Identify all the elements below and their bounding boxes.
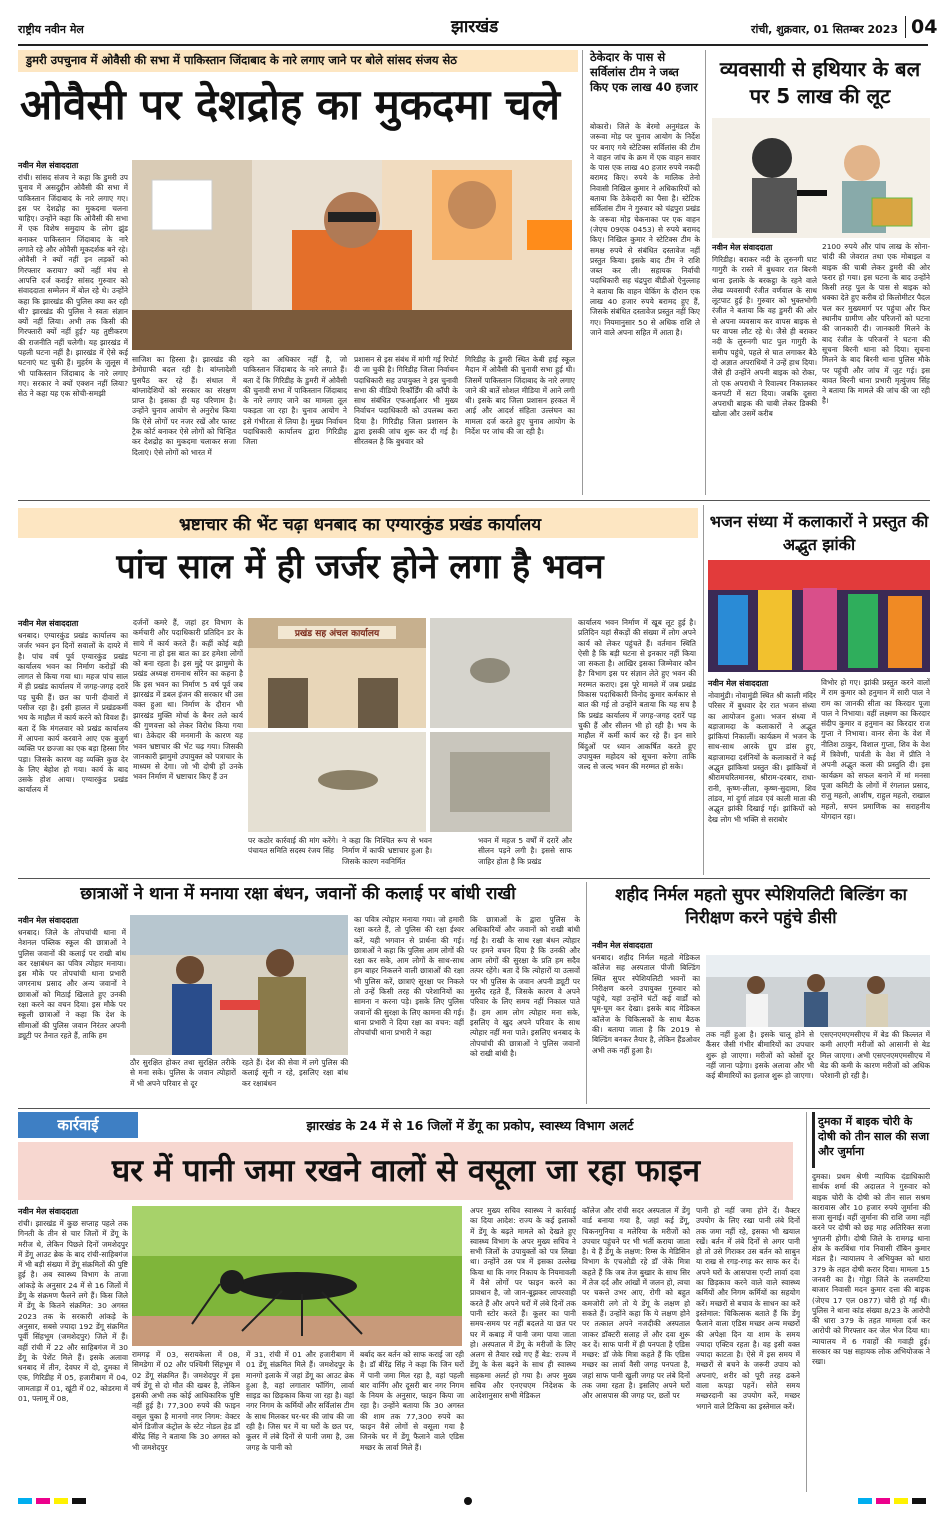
column-divider [705, 50, 706, 495]
story1-byline: नवीन मेल संवाददाता [18, 161, 79, 170]
print-registration-bar [18, 1496, 930, 1506]
story6-photo-raksha-bandhan [130, 915, 348, 1055]
story6-text-3: का पवित्र त्योहार मनाया गया। जो हमारी रक्षा करते हैं, तो पुलिस की रक्षा ईश्वर करें, यही भगवान से प्रार्थना की गई। छात्राओं ने कहा कि पुलिस आम लोगों की रक्षा कर सके, आम लोगों के साथ-साथ हम बाहर निकलने वाली छात्राओं की रक्षा भी पुलिस करें, छात्राएं सुरक्षा पर निकले तो उन्हें किसी तरह की परेशानियों का सामना न करना पड़े। इसके लिए पुलिस जवानों की सुरक्षा के लिए कामना की गई। थाना प्रभारी ने दिया रक्षा का वचन: वहीं तोपचांची थाना प्रभारी ने कहा [354, 915, 464, 1038]
story8-kicker: झारखंड के 24 में से 16 जिलों में डेंगू का प्रकोप, स्वास्थ्य विभाग अलर्ट [306, 1118, 634, 1133]
building-signboard: प्रखंड सह अंचल कार्यालय [278, 626, 396, 639]
column-divider [582, 50, 583, 495]
story3-headline: व्यवसायी से हथियार के बल पर 5 लाख की लूट [719, 57, 921, 108]
story3-illustration-robbery [712, 118, 930, 238]
story8-text-6: कॉलेज और रांची सदर अस्पताल में डेंगू वार्ड बनाया गया है, जहां कई डेंगू, चिकनगुनिया व मलेरिया के मरीजों को उपचार पहुंचने पर भी भर्ती कराया जाता है। ये हैं डेंगू के लक्षण: रिम्स के मेडिसिन विभाग के एचओडी रहे डॉ जेके मित्रा कहते हैं कि जब तेज बुखार के साथ सिर में तेज दर्द और आंखों में जलन हो, त्वचा पर चकत्ते उभर आए, रोगी को बहुत कमजोरी लगे तो ये डेंगू के लक्षण हो सकते हैं। उन्होंने कहा कि ये लक्षण होने पर तत्काल अपने नजदीकी अस्पताल जाकर डॉक्टरी सलाह लें और दवा शुरू कर दें। साफ पानी में ही पनपता है एडिस मच्छर: डॉ जेके मित्रा कहते हैं कि एडिस मच्छर का लार्वा वैसी जगह पनपता है, जहां साफ पानी खुली जगह पर लंबे दिनों तक जमा रहता है। इसलिए अपने घरों और आसपास की जगह पर, छतों पर [582, 1206, 690, 1401]
story1-text-5: गिरिडीह के डुमरी स्थित केबी हाई स्कूल मैदान में ओवैसी की चुनावी सभा हुई थी। जिसमें पाकिस्तान जिंदाबाद के नारे लगाए जाने की बातें सोशल मीडिया में आने लगी थी। इसके बाद जिला प्रशासन हरकत में आई और आदर्श संहिता उल्लंघन का मामला दर्ज करते हुए चुनाव आयोग के निर्देश पर जांच की जा रही है। [465, 355, 575, 437]
section-divider [18, 1108, 930, 1109]
story2-text: बोकारो। जिले के बेरमो अनुमंडल के जरूवा मोड़ पर चुनाव आयोग के निर्देश पर बनाए गये स्टेटिक्स सर्विलांस की टीम ने वाहन जांच के क्रम में एक वाहन सवार के पास एक लाख 40 हजार रुपये नकदी बरामद किए। रुपये के मालिक तेनो निवासी निखिल कुमार ने अधिकारियों को बताया कि ठेकेदारी का पैसा है। स्टेटिक सर्विलांस टीम ने गुरुवार को चंद्रपुरा प्रखंड के जरूवा मोड़ चेकनाका पर एक वाहन (जेएच 09एक 0453) से रुपये बरामद किए। निखिल कुमार ने स्टेटिक्स टीम के समक्ष रुपये से संबंधित दस्तावेज नहीं प्रस्तुत किया। इसके बाद टीम ने राशि जब्त कर ली। सहायक निर्वाची पदाधिकारी सह चंद्रपुरा बीडीओ ऐनुल्लाह ने बताया कि वाहन चेकिंग के दौरान एक लाख 40 हजार रुपये बरामद हुए हैं, जिसके संबंधित दस्तावेज प्रस्तुत नहीं किए गए। नियमानुसार 50 से अधिक राशि ले जाने वाले अपना सहित में आता है। [590, 122, 700, 337]
story6-text-2b: रहते हैं। देश की सेवा में लगे पुलिस की कलाई सूनी न रहे, इसलिए रक्षा बांध कर रक्षाबंधन [242, 1058, 348, 1088]
story7-text-2: तक नहीं हुआ है। इसके चालू होने से कैंसर जैसी गंभीर बीमारियों का उपचार शुरू हो जाएगा। मरीजों को कोसों दूर नहीं जाना पड़ेगा। इसके अलावा और भी कई बीमारियों का इलाज शुरू हो जाएगा। [706, 1030, 814, 1081]
column-divider [586, 882, 587, 1104]
story4-text-5: भवन में महज 5 वर्षों में दरारें और सीलन पड़ने लगी है। इससे साफ जाहिर होता है कि प्रखंड [478, 836, 572, 866]
section-divider [18, 878, 930, 879]
story4-text-2: दर्जनों कमरे हैं, जहां हर विभाग के कर्मचारी और पदाधिकारी प्रतिदिन डर के साये में कार्य करते हैं। कहीं कोई बड़ी घटना ना हो इस बात का डर हमेशा लोगों को बना रहता है। इस मुद्दे पर झामुमो के प्रखंड अध्यक्ष रामनाथ सोरेन का कहना है कि इस भवन का निर्माण 5 वर्ष पूर्व जब झारखंड में डबल इंजन की सरकार थी उस वक्त हुआ था। निर्माण के दौरान भी झारखंड मुक्ति मोर्चा के बैनर तले कार्य की गुणवत्ता को लेकर विरोध किया गया था। ठेकेदार की मनमानी के कारण यह भवन भ्रष्टाचार की भेंट चढ़ गया। जिसकी जानकारी झामुमो उपायुक्त को पत्राचार के माध्यम से देगा। जो भी दोषी हों उनके भवन निर्माण में भ्रष्टाचार किए हैं उन [133, 618, 243, 782]
story9-text: दुमका। प्रथम श्रेणी न्यायिक दंडाधिकारी सार्थक शर्मा की अदालत ने गुरुवार को बाइक चोरी के दोषी को तीन साल सश्रम कारावास और 10 हजार रुपये जुर्माना की सजा सुनाई। वहीं जुर्माना की राशि जमा नहीं करने पर दोषी को छह माह अतिरिक्त सजा भुगतनी होगी। दोषी जिले के रामगढ़ थाना क्षेत्र के करबिंधा गांव निवासी रॉबिन कुमार मंडल है। न्यायालय ने अभियुक्त को धारा 379 के तहत दोषी करार दिया। मामला 15 जनवरी का है। गोड्डा जिले के ललमटिया बाजार निवासी मदन कुमार दत्ता की बाइक (जेएच 17 एल 0877) चोरी हो गई थी। पुलिस ने थाना कांड संख्या 8/23 के आरोपी की धारा 379 के तहत मामला दर्ज कर आरोपी को गिरफ्तार कर जेल भेज दिया था। न्यायालय में 6 गवाहों की गवाही हुई। सरकार का पक्ष सहायक लोक अभियोजक ने रखा। [812, 1172, 930, 1367]
story5-text-1: नोवामुंडी। नोवामुंडी स्थित श्री काली मंदिर परिसर में बुधवार देर रात भजन संध्या का आयोजन हुआ। भजन संध्या में बड़ाजामदा के कलाकारों ने अद्भुत झांकियां निकालीं। कार्यक्रम में भजन के साथ-साथ आरके ग्रुप डांस हुए, बड़ाजामदा दर्शनियों के कलाकारों ने कई अद्भुत झांकियां प्रस्तुत की। झांकियों में श्रीरामचरितमानस, श्रीराम-दरबार, राधा-रानी, कृष्ण-लीला, कृष्ण-सुदामा, शिव तांडव, मां दुर्गा तांडव एवं काली माता की अद्भुत झांकी दिखाई गई। झांकियों को देख लोग भी भक्ति से सराबोर [708, 691, 816, 824]
issue-date: रांची, शुक्रवार, 01 सितम्बर 2023 [751, 23, 899, 36]
story7-byline: नवीन मेल संवाददाता [592, 941, 653, 950]
story6-text-1: धनबाद। जिले के तोपचांची थाना में नेशनल पब्लिक स्कूल की छात्राओं ने पुलिस जवानों की कलाई पर राखी बांध कर रक्षाबंधन का पवित्र त्योहार मनाया। इस मौके पर तोपचांची थाना प्रभारी जगरनाथ प्रसाद और अन्य जवानों ने छात्राओं को मिठाई खिलाते हुए उनकी रक्षा करने का वचन दिया। इस मौके पर स्कूली छात्राओं ने कहा कि देश के सीमाओं की पुलिस जवान निरंतर अपनी ड्यूटी पर तैनात रहते हैं, ताकि हम [18, 928, 126, 1040]
story3-text-1: गिरिडीह। बराकर नदी के लुरुनगी घाट गागुरी के रास्ते में बुधवार रात बिरनी थाना इलाके के बरकट्ठा के रहने वाले लेख व्यवसायी रंजीत वर्णवाल के साथ लूटपाट हुई है। गुरुवार को भुक्तभोगी रंजीत ने बताया कि वह डुमरी की ओर से अपना व्यवसाय कर वापस बाइक से घर वापस लौट रहे थे। जैसे ही बराकर नदी के लुरुनगी घाट पुल गागुरी के समीप पहुंचे, पहले से घात लगाकर बैठे दो अज्ञात अपराधियों ने उन्हें हाथ दिया। जैसे ही उन्होंने अपनी बाइक को रोका, तो एक अपराधी ने रिवाल्वर निकालकर कनपटी में सटा दिया। जबकि दूसरा अपराधी बाइक की चाबी लेकर डिक्की खोला और उसमें करीब [712, 255, 817, 419]
story1-text-2: साजिश का हिस्सा है। झारखंड की डेमोग्राफी बदल रही है। बांग्लादेशी घुसपैठ कर रहे हैं। संथाल में बांग्लादेशियों को सरकार का संरक्षण प्राप्त है। इसका ही यह परिणाम है। उन्होंने चुनाव आयोग से अनुरोध किया कि ऐसे लोगों पर नजर रखें और फास्ट ट्रैक कोर्ट बनाकर ऐसे लोगों को चिन्हित कर देशद्रोह का मुकदमा चलाकर सजा दिलाएं। ऐसे लोगों को भारत में [132, 355, 236, 457]
story5-photo-tableau [708, 560, 930, 672]
story7-col1 [592, 940, 700, 1100]
story3-text-2: 2100 रुपये और पांच लाख के सोना-चांदी की जेवरात तथा एक मोबाइल व बाइक की चाबी लेकर डुमरी की ओर फरार हो गया। इस घटना के बाद उन्होंने किसी तरह पुल के पास से बाइक को धक्का देते हुए करीब दो किलोमीटर पैदल चल कर मुख्यमार्ग पर पहुंचा और फिर स्थानीय ग्रामीण और परिजनों को घटना की जानकारी दी। जानकारी मिलने के बाद रंजीत के परिजनों ने घटना की सूचना बिरनी थाना को दिया। सूचना मिलने के बाद बिरनी थाना पुलिस मौके पर पहुंची और जांच में जुट गई। इस बावत बिरनी थाना प्रभारी मृत्युंजय सिंह ने बताया कि मामले की जांच की जा रही है। [822, 242, 930, 406]
story5-byline: नवीन मेल संवाददाता [708, 679, 769, 688]
story6-text-4: कि छात्राओं के द्वारा पुलिस के अधिकारियों और जवानों को राखी बांधी गई है। राखी के साथ रक्षा बंधन त्योहार पर हमने वचन दिया है कि उनकी और आम लोगों की सुरक्षा के प्रति हम सदैव तत्पर रहेंगे। बता दें कि त्योहारों या उत्सवों पर भी पुलिस के जवान अपनी ड्यूटी पर मुस्तैद रहते हैं, जिसके कारण वे अपने परिवार के लिए समय नहीं निकाल पाते हैं। हम आम लोग त्योहार मना सके, इसलिए वे खुद अपने परिवार के साथ त्योहार नहीं मना पाते। इसलिए धनबाद के तोपचांची की छात्राओं ने पुलिस जवानों को राखी बांधी है। [470, 915, 580, 1058]
newspaper-logo: राष्ट्रीय नवीन मेल [18, 23, 84, 36]
story7-text-1: धनबाद। शहीद निर्मल महतो मेडिकल कॉलेज सह अस्पताल पीजी बिल्डिंग स्थित सुपर स्पेशियलिटी भवनों का निरीक्षण करने उपायुक्त गुरुवार को पहुंचे, यहां उन्होंने घंटों कई वार्डों को घूम-घूम कर देखा। इसके बाद मेडिकल कॉलेज के चिकित्सकों के साथ बैठक की। बताया जाता है कि 2019 से बिल्डिंग बनकर तैयार है, लेकिन हैंडओवर अभी तक नहीं हुआ है। [592, 953, 700, 1055]
story1-photo-press-conference [132, 160, 572, 350]
story4-byline: नवीन मेल संवाददाता [18, 619, 79, 628]
story3-col1 [712, 242, 817, 494]
story2-headline: ठेकेदार के पास से सर्विलांस टीम ने जब्त किए एक लाख 40 हजार [590, 50, 698, 94]
story8-photo-mosquito [132, 1206, 462, 1346]
story4-photo-damaged-ceiling [248, 732, 426, 832]
story8-text-3: में 31, रांची में 01 और हजारीबाग में 01 डेंगू संक्रमित मिले हैं। जमशेदपुर के मानगो इलाके में जहां डेंगू का आउट ब्रेक हुआ है, वहां लगातार फॉगिंग, लार्वा साइड का छिड़काव किया जा रहा है। वहां नगर निगम के कर्मियों और सर्विलांस टीम के साथ मिलकर घर-घर की जांच की जा रही है। जिस घर में या घरों के छत पर, कूलर में लंबे दिनों से पानी जमा है, उस जगह के पानी को [246, 1350, 354, 1452]
story7-photo-dc-inspection [706, 955, 930, 1027]
story1-kicker: डुमरी उपचुनाव में ओवैसी की सभा में पाकिस्तान जिंदाबाद के नारे लगाए जाने पर बोले सांसद संजय सेठ [26, 53, 457, 67]
story7-headline: शहीद निर्मल महतो सुपर स्पेशियलिटी बिल्डिंग का निरीक्षण करने पहुंचे डीसी [615, 885, 907, 927]
story4-text-1: धनबाद। एग्यारकुंड प्रखंड कार्यालय का जर्जर भवन इन दिनों सवालों के दायरे में है। पांच वर्ष पूर्व एग्यारकुंड प्रखंड कार्यालय भवन का निर्माण करोड़ों की लागत से किया गया था। महज पांच साल में ही प्रखंड कार्यालय में जगह-जगह दरारें पड़ चुकी हैं। छत का पानी दीवारों में पसीज रहा है। इसी हालत में प्रखंडकर्मी भय के माहौल में कार्य करने को विवश हैं। बता दें कि मंगलवार को प्रखंड कार्यालय में आपना कार्य करवाने आए एक बुजुर्ग व्यक्ति पर छज्जा का एक बड़ा हिस्सा गिर पड़ा। जिसके कारण वह व्यक्ति कुछ देर के लिए बेहोश हो गया। कार्य के बाद उसके होश आया। एग्यारकुंड प्रखंड कार्यालय में [18, 631, 128, 795]
story8-headline: घर में पानी जमा रखने वालों से वसूला जा रहा फाइन [111, 1153, 701, 1189]
story8-text-7: पानी हो नहीं जमा होने दें। वैक्टर उपयोग के लिए रखा पानी लंबे दिनों तक जमा नहीं रहे, इसका भी खयाल रखें। बर्तन में लंबे दिनों से अगर पानी हो तो उसे गिराकर उस बर्तन को साबुन या राख से रगड़-रगड़ कर साफ कर दें। अपने घरों के आसपास एन्टी लार्वा दवा का छिड़काव करने वाले वाले स्वास्थ्य कर्मियों और निगम कर्मियों का सहयोग करें। मच्छरों से बचाव के साधन का करें इस्तेमाल: चिकित्सक बताते हैं कि डेंगू फैलाने वाला एडिस मच्छर अन्य मच्छरों की अपेक्षा दिन या शाम के समय ज्यादा एक्टिव रहता है। वह इसी वक्त ज्यादा काटता है। ऐसे में इस समय में मच्छरों से बचने के जरूरी उपाय को अपनाएं, शरीर को पूरी तरह ढकने वाला कपड़ा पहनें। सोते समय मच्छरदानी का उपयोग करें, मच्छर भगाने वाले टिकिया का इस्तेमाल करें। [696, 1206, 800, 1411]
story4-text-6: कार्यालय भवन निर्माण में खूब लूट हुई है। प्रतिदिन यहां सैकड़ों की संख्या में लोग अपने कार्य को लेकर पहुंचते हैं। वर्तमान स्थिति ऐसी है कि बड़ी घटना से इनकार नहीं किया जा सकता है। आखिर इसका जिम्मेवार कौन है? विभाग इस पर संज्ञान लेते हुए भवन की मरम्मत कराए। इस पूरे मामले में जब प्रखंड विकास पदाधिकारी विनोद कुमार कर्मकार से बात की गई तो उन्होंने बताया कि यह सच है कि प्रखंड कार्यालय में जगह-जगह दरारें पड़ चुकी हैं और सीलन भी हो रही है। भय के माहौल में कर्मी कार्य कर रहे हैं। इन सारे बिंदुओं पर ध्यान आकर्षित करते हुए उपायुक्त महोदय को सूचना करेगा ताकि जल्द से जल्द भवन की मरम्मत हो सके। [578, 618, 696, 772]
story7-text-3: एसएनएमएमसीएच में बेड की किल्लत में कमी आएगी मरीजों को आसानी से बेड मिल जाएगा। अभी एसएनएमएमसीएच में बेड की कमी के कारण मरीजों को अधिक परेशानी हो रही है। [820, 1030, 930, 1081]
story5-text-2: विभोर हो गए। झांकी प्रस्तुत करने वालों में राम कुमार को हनुमान में सारी पाल ने राम का जानकी सीता का किरदार पूजा पाल ने निभाया। वहीं लक्ष्मण का किरदार संदीप कुमार व हनुमान का किरदार राज गुप्ता ने निभाया। वानर सेना के वेश में नीतिश ठाकुर, विशाल गुप्ता, शिव के वेश में त्रिवेणी, पार्वती के वेश में प्रीति ने अपनी अद्भुत कला की प्रस्तुति दी। इस कार्यक्रम को सफल बनाने में मां मनसा पूजा कमिटी के लोगों में रंगलाल प्रसाद, राजु महतो, आशीष, राहुल महतो, राखाल महतो, सपन प्रमाणिक का सराहनीय योगदान रहा। [821, 678, 930, 821]
story4-text-4: ने कहा कि निश्चित रूप से भवन निर्माण में काफी भ्रष्टाचार हुआ है। जिसके कारण नवनिर्मित [342, 836, 432, 866]
column-divider [703, 505, 704, 875]
story6-byline: नवीन मेल संवाददाता [18, 916, 79, 925]
story8-text-1: रांची। झारखंड में कुछ सप्ताह पहले तक गिनती के तीन से चार जिलों में डेंगू के मरीज थे, लेकिन पिछले दिनों जमशेदपुर में डेंगू आउट ब्रेक के बाद रांची-साहिबगंज में भी बड़ी संख्या में डेंगू संक्रमितों की पुष्टि हुई है। अब स्वास्थ्य विभाग के ताजा आंकड़े के अनुसार 24 में से 16 जिलों में डेंगू के संक्रमण फैलने लगे हैं। किस जिले में डेंगू के कितने संक्रमित: 30 अगस्त 2023 तक के सरकारी आंकड़े के अनुसार, सबसे ज्यादा 192 डेंगू संक्रमित पूर्वी सिंहभूम (जमशेदपुर) जिले में हैं। वहीं रांची में 22 और साहिबगंज में 30 डेंगू के पेशेंट मिले हैं। इसके अलावा धनबाद में तीन, देवघर में दो, दुमका में एक, गिरिडीह में 05, हजारीबाग में 04, जामताड़ा में 01, खूंटी में 02, कोडरमा में 01, पलामू में 08, [18, 1219, 128, 1404]
section-divider [18, 500, 930, 501]
story8-col1 [18, 1206, 128, 1489]
story8-tag: कार्रवाई [57, 1116, 99, 1134]
column-divider [806, 1112, 807, 1492]
story4-headline: पांच साल में ही जर्जर होने लगा है भवन [116, 547, 604, 587]
page-header [18, 12, 938, 46]
page-number: 04 [905, 16, 937, 38]
story4-text-3: पर कठोर कार्रवाई की मांग करेंगे। पंचायत समिति सदस्य रंजय सिंह [248, 836, 338, 856]
story6-headline: छात्राओं ने थाना में मनाया रक्षा बंधन, जवानों की कलाई पर बांधी राखी [80, 884, 516, 904]
story9-headline: दुमका में बाइक चोरी के दोषी को तीन साल की सजा और जुर्माना [818, 1115, 930, 1158]
story6-col1 [18, 915, 126, 1100]
story1-col1 [18, 160, 128, 490]
story4-kicker: भ्रष्टाचार की भेंट चढ़ा धनबाद का एग्यारकुंड प्रखंड कार्यालय [178, 515, 542, 535]
story8-text-5: अपर मुख्य सचिव स्वास्थ्य ने कार्रवाई का दिया आदेश: राज्य के कई इलाकों में डेंगू के बढ़ते मामले को देखते हुए स्वास्थ्य विभाग के अपर मुख्य सचिव ने सभी जिलों के उपायुक्तों को पत्र लिखा था। उन्होंने उस पत्र में इसका उल्लेख किया था कि नगर निकाय के नियमावली में वैसे लोगों पर फाइन करने का प्रावधान है, जो जान-बूझकर लापरवाही करते हैं और अपने घरों में लंबे दिनों तक पानी स्टोर करते हैं। कूलर का पानी समय-समय पर नहीं बदलते या छत पर घर में कबाड़ में पानी जमा पाया जाता हो। अस्पताल में डेंगू के मरीजों के लिए अलग से तैयार रखे गए हैं बेड: राज्य में डेंगू के केस बढ़ने के साथ ही स्वास्थ्य सहकमा अलर्ट हो गया है। अपर मुख्य सचिव और एनएचएम निदेशक के आदेशानुसार सभी मेडिकल [470, 1206, 576, 1401]
story5-headline: भजन संध्या में कलाकारों ने प्रस्तुत की अद्भुत झांकी [709, 512, 929, 554]
story1-text-4: प्रशासन से इस संबंध में मांगी गई रिपोर्ट दी जा चुकी है। गिरिडीह जिला निर्वाचन पदाधिकारी सह उपायुक्त ने इस चुनावी सभा की वीडियो रिकॉर्डिंग की कॉपी के साथ संबंधित एफआईआर भी मुख्य निर्वाचन पदाधिकारी को उपलब्ध करा दिया है। गिरिडीह जिला प्रशासन के द्वारा इसकी जांच शुरू कर दी गई है। सीरतबल है कि बुधवार को [354, 355, 458, 447]
story8-byline: नवीन मेल संवाददाता [18, 1207, 79, 1216]
story3-byline: नवीन मेल संवाददाता [712, 243, 773, 252]
story4-photo-cracked-wall [430, 618, 572, 728]
story5-col1 [708, 678, 816, 873]
story4-photo-seepage [430, 732, 572, 832]
story4-col1 [18, 618, 128, 868]
story1-text-3: रहने का अधिकार नहीं है, जो पाकिस्तान जिंदाबाद के नारे लगाते हैं। बता दें कि गिरिडीह के डुमरी में ओवैसी की चुनावी सभा में पाकिस्तान जिंदाबाद के नारे लगाए जाने का मामला तूल पकड़ता जा रहा है। चुनाव आयोग ने इसे गंभीरता से लिया है। मुख्य निर्वाचन पदाधिकारी कार्यालय द्वारा गिरिडीह जिला [243, 355, 347, 447]
story4-photo-building-front [248, 618, 426, 728]
section-title: झारखंड [451, 17, 499, 37]
story8-text-4: बर्बाद कर बर्तन को साफ कराई जा रही है। डॉ बीरेंद्र सिंह ने कहा कि जिन घरों में पानी जमा मिल रहा है, वहां पहली बार वार्निंग और दूसरी बार नगर निगम के नियम के अनुसार, फाइन किया जा रहा है। उन्होंने बताया कि 30 अगस्त की शाम तक 77,300 रुपये का फाइन वैसे लोगों से वसूला गया है जिनके घर में डेंगू फैलाने वाले एडिस मच्छर के लार्वा मिले हैं। [360, 1350, 464, 1452]
story8-text-2: रामगढ़ में 03, सरायकेला में 08, सिमडेगा में 02 और पश्चिमी सिंहभूम में 02 डेंगू संक्रमित हैं। जमशेदपुर में इस वर्ष डेंगू से दो मौत की खबर है, लेकिन इसकी अभी तक कोई आधिकारिक पुष्टि नहीं हुई है। 77,300 रुपये की फाइन वसूल चुका है मानगो नगर निगम: वेक्टर बोर्न डिजीज कंट्रोल के स्टेट नोडल हेड डॉ बीरेंद्र सिंह ने बताया कि 30 अगस्त को भी जमशेदपुर [132, 1350, 240, 1452]
story1-text-1: रांची। सांसद संजय ने कहा कि डुमरी उप चुनाव में असदुद्दीन ओवैसी की सभा में पाकिस्तान जिंदाबाद के नारे लगाए गए। इस पर देशद्रोह का मुकदमा चलना चाहिए। उन्होंने कहा कि ओवैसी की सभा में एक विशेष समुदाय के लोग झुंड बनाकर पाकिस्तान जिंदाबाद के नारे लगाते रहे और ओवैसी मूकदर्शक बने रहे। ओवैसी ने क्यों नहीं इन लड़कों को गिरफ्तार कराया? क्यों नहीं मंच से आपत्ति दर्ज कराई? सांसद गुरुवार को संवाददाता सम्मेलन में बोल रहे थे। उन्होंने कहा कि झारखंड की पुलिस क्या कर रही थी? झारखंड की पुलिस ने स्वतः संज्ञान क्यों नहीं लिया। अभी तक किसी की गिरफ्तारी क्यों नहीं हुई? यह तुष्टीकरण की राजनीति नहीं चलेगी। यह झारखंड में पहली घटना नहीं है। झारखंड में ऐसे कई घटनाएं घट चुकी हैं। मुहर्रम के जुलूस में भी पाकिस्तान जिंदाबाद के नारे लगाए गए। सरकार ने क्यों एक्शन नहीं लिया? सेठ ने कहा यह एक सोची-समझी [18, 173, 128, 399]
story6-text-2a: ठौर सुरक्षित होकर तथा सुरक्षित तरीके से मना सके। पुलिस के जवान त्योहारों में भी अपने परिवार से दूर [130, 1058, 236, 1088]
story1-headline: ओवैसी पर देशद्रोह का मुकदमा चले [20, 80, 561, 129]
